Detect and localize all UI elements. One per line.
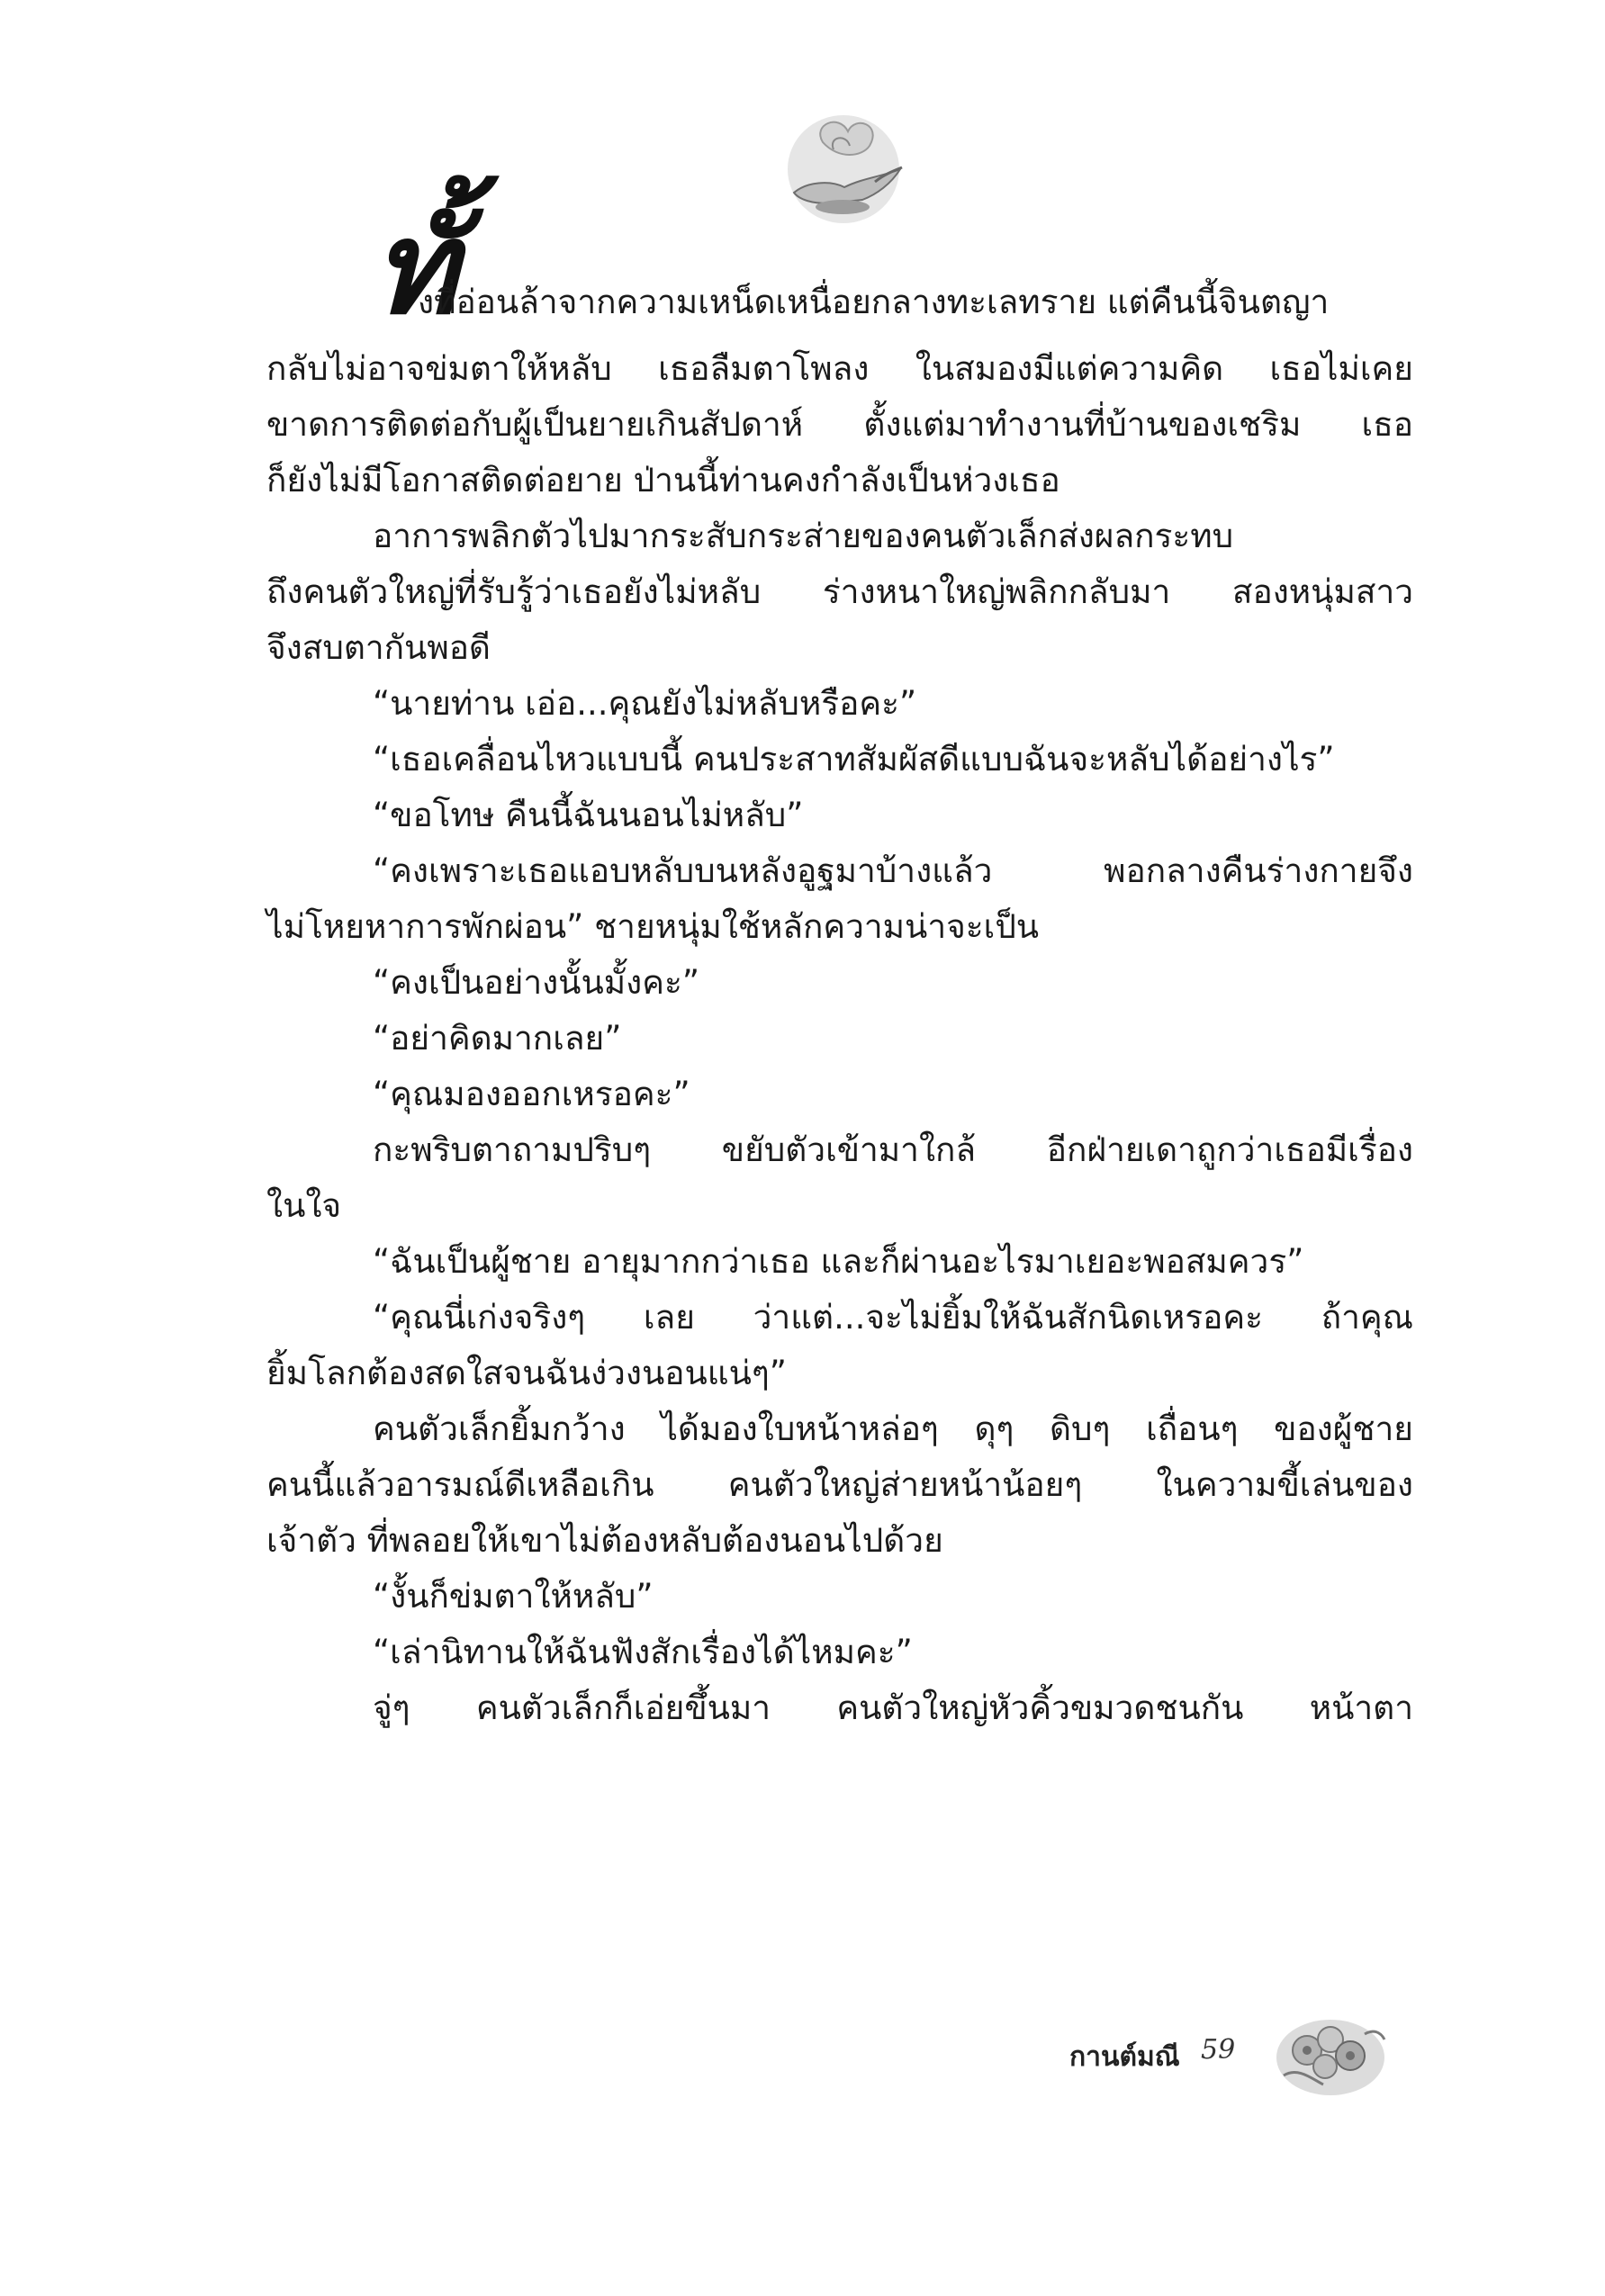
text-line: ไม่โหยหาการพักผ่อน” ชายหนุ่มใช้หลักความน่าจะเป็น [266, 907, 1040, 946]
text-line: ในใจ [266, 1186, 342, 1225]
first-line-text: งที่อ่อนล้าจากความเหน็ดเหนื่อยกลางทะเลทราย แต่คืนนี้จินตญา [418, 283, 1330, 321]
page-number: 59 [1201, 2034, 1236, 2066]
text-line: “งั้นก็ข่มตาให้หลับ” [373, 1577, 654, 1616]
text-line: จู่ๆ คนตัวเล็กก็เอ่ยขึ้นมา คนตัวใหญ่หัวคิ้วขมวดชนกัน หน้าตา [373, 1688, 1413, 1727]
text-line: ก็ยังไม่มีโอกาสติดต่อยาย ป่านนี้ท่านคงกำลังเป็นห่วงเธอ [266, 461, 1060, 500]
text-line: จึงสบตากันพอดี [266, 628, 491, 667]
text-line: “เธอเคลื่อนไหวแบบนี้ คนประสาทสัมผัสดีแบบฉันจะหลับได้อย่างไร” [373, 740, 1335, 779]
text-line: “อย่าคิดมากเลย” [373, 1019, 622, 1058]
text-line: ขาดการติดต่อกับผู้เป็นยายเกินสัปดาห์ ตั้งแต่มาทำงานที่บ้านของเชริม เธอ [266, 405, 1413, 444]
text-line: กะพริบตาถามปริบๆ ขยับตัวเข้ามาใกล้ อีกฝ่ายเดาถูกว่าเธอมีเรื่อง [373, 1130, 1413, 1169]
text-line: คนนี้แล้วอารมณ์ดีเหลือเกิน คนตัวใหญ่ส่ายหน้าน้อยๆ ในความขี้เล่นของ [266, 1465, 1413, 1504]
text-line: “นายท่าน เอ่อ...คุณยังไม่หลับหรือคะ” [373, 684, 917, 723]
story-text [266, 194, 1413, 1737]
magic-lamp-ornament-icon [776, 106, 911, 230]
text-line: “คงเพราะเธอแอบหลับบนหลังอูฐมาบ้างแล้ว พอกลางคืนร่างกายจึง [373, 851, 1413, 890]
text-line: ยิ้มโลกต้องสดใสจนฉันง่วงนอนแน่ๆ” [266, 1354, 787, 1392]
first-paragraph-line [266, 194, 1413, 343]
text-line: “คงเป็นอย่างนั้นมั้งคะ” [373, 963, 699, 1002]
text-line: ถึงคนตัวใหญ่ที่รับรู้ว่าเธอยังไม่หลับ ร่างหนาใหญ่พลิกกลับมา สองหนุ่มสาว [266, 572, 1413, 611]
text-line: “ฉันเป็นผู้ชาย อายุมากกว่าเธอ และก็ผ่านอะไรมาเยอะพอสมควร” [373, 1242, 1304, 1281]
text-line: อาการพลิกตัวไปมากระสับกระส่ายของคนตัวเล็กส่งผลกระทบ [373, 517, 1234, 555]
text-line: “ขอโทษ คืนนี้ฉันนอนไม่หลับ” [373, 796, 804, 834]
text-line: เจ้าตัว ที่พลอยให้เขาไม่ต้องหลับต้องนอนไปด้วย [266, 1521, 943, 1560]
text-line: คนตัวเล็กยิ้มกว้าง ได้มองใบหน้าหล่อๆ ดุๆ ดิบๆ เถื่อนๆ ของผู้ชาย [373, 1409, 1413, 1448]
text-lines [266, 342, 1413, 1737]
text-line: “คุณนี่เก่งจริงๆ เลย ว่าแต่...จะไม่ยิ้มให้ฉันสักนิดเหรอคะ ถ้าคุณ [373, 1298, 1413, 1337]
text-line: กลับไม่อาจข่มตาให้หลับ เธอลืมตาโพลง ในสมองมีแต่ความคิด เธอไม่เคย [266, 349, 1413, 388]
text-line: “คุณมองออกเหรอคะ” [373, 1075, 690, 1113]
running-footer-title: กานต์มณี [1069, 2041, 1180, 2073]
text-line: “เล่านิทานให้ฉันฟังสักเรื่องได้ไหมคะ” [373, 1633, 913, 1671]
flower-bouquet-ornament-icon [1271, 2012, 1388, 2099]
drop-cap: ทั้ [373, 194, 457, 343]
